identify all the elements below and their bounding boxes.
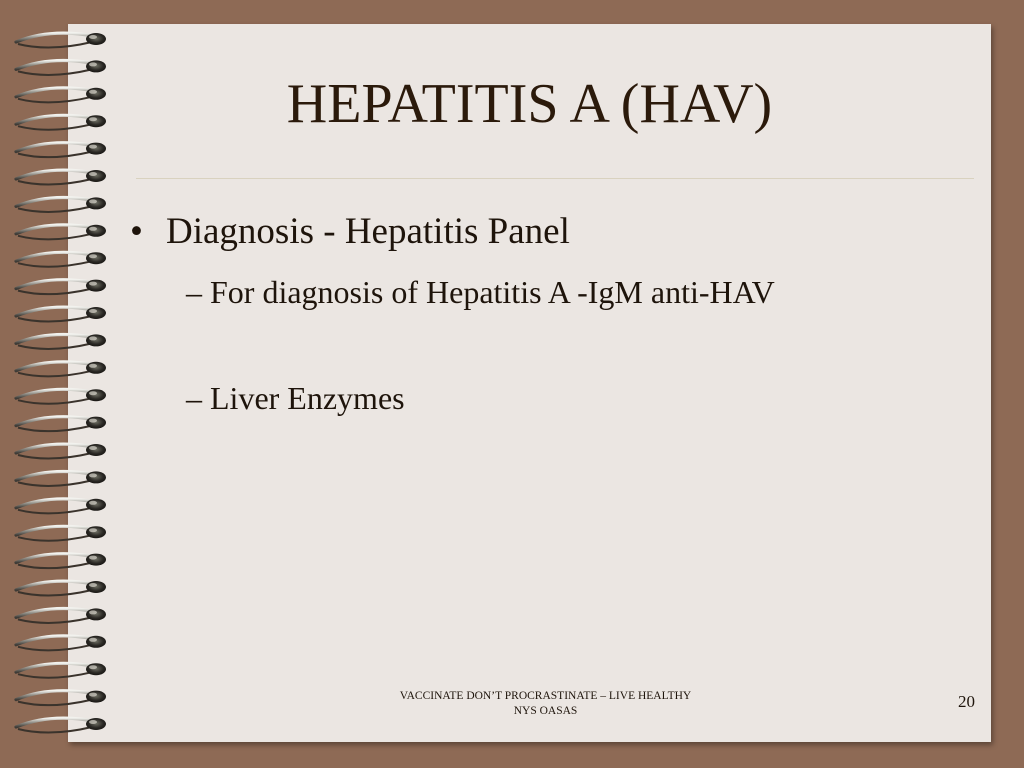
sub-bullet [186, 380, 405, 417]
slide-footer [318, 689, 773, 719]
spiral-coil [16, 197, 106, 212]
spiral-coil [16, 60, 106, 75]
spiral-coil [16, 444, 106, 459]
spiral-coil [16, 225, 106, 240]
spiral-coil [16, 389, 106, 404]
slide-page [68, 24, 991, 742]
sub-bullet [186, 274, 775, 311]
spiral-coil [16, 307, 106, 322]
bullet-marker: • [130, 211, 143, 252]
spiral-coil [16, 691, 106, 706]
spiral-coil [16, 33, 106, 48]
spiral-binding-icon [0, 8, 135, 748]
spiral-coil [16, 143, 106, 158]
title-divider [136, 178, 974, 179]
spiral-coil [16, 526, 106, 541]
spiral-coil [16, 554, 106, 569]
bullet-level1 [130, 210, 570, 253]
spiral-coil [16, 362, 106, 377]
spiral-coil [16, 88, 106, 103]
spiral-coil [16, 581, 106, 596]
spiral-coil [16, 636, 106, 651]
spiral-coil [16, 170, 106, 185]
slide-title: HEPATITIS A (HAV) [286, 73, 773, 135]
spiral-coil [16, 471, 106, 486]
footer-line: NYS OASAS [513, 705, 578, 717]
sub-bullet-text: For diagnosis of Hepatitis A -IgM anti-HAV [210, 274, 775, 310]
spiral-coil [16, 334, 106, 349]
spiral-coil [16, 663, 106, 678]
sub-bullet-marker: – [186, 380, 202, 416]
spiral-coil [16, 280, 106, 295]
spiral-coil [16, 499, 106, 514]
spiral-coil [16, 417, 106, 432]
sub-bullet-marker: – [186, 274, 202, 310]
spiral-coil [16, 718, 106, 733]
page-number: 20 [958, 692, 975, 711]
sub-bullet-text: Liver Enzymes [210, 380, 405, 416]
spiral-coil [16, 115, 106, 130]
footer-line: VACCINATE DON’T PROCRASTINATE – LIVE HEALTHY [399, 690, 692, 702]
spiral-coil [16, 252, 106, 267]
bullet-text: Diagnosis - Hepatitis Panel [166, 211, 570, 252]
spiral-coil [16, 608, 106, 623]
